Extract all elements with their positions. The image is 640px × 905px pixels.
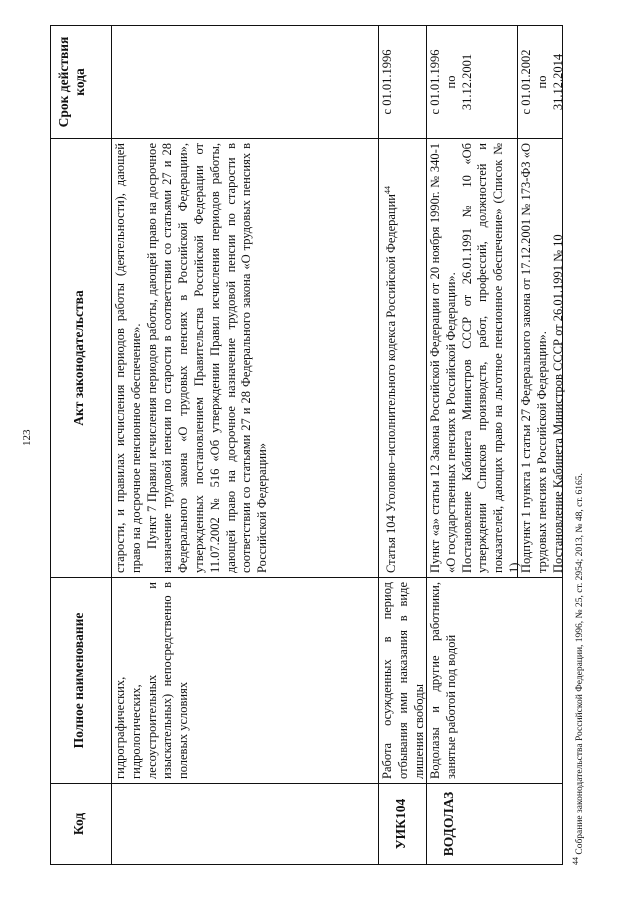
header-code: Код [71, 812, 86, 836]
cell-name-continued: гидрографических, гидрологических, лесоустроительных и изыскательных) непосредственно в полевых условиях [113, 582, 191, 779]
rotated-table-sheet [50, 25, 590, 865]
cell-code-vodolaz: ВОДОЛАЗ [441, 791, 456, 857]
footnote-text: Собрание законодательства Российской Федерации, 1996, № 25, ст. 2954; 2013, № 48, ст. 6165. [575, 473, 586, 855]
cell-name-uik104: Работа осужденных в период отбывания ими наказания в виде лишения свободы [380, 582, 426, 779]
cell-term-vodolaz-2: с 01.01.2002 по 31.12.2014 [519, 49, 565, 115]
header-act: Акт законодательства [71, 290, 86, 426]
cell-term-vodolaz-1: с 01.01.1996 по 31.12.2001 [428, 49, 474, 115]
legislation-table [50, 25, 563, 865]
cell-term-uik104: с 01.01.1996 [380, 49, 394, 115]
footnote [570, 25, 586, 865]
cell-act-vodolaz-2: Подпункт 1 пункта 1 статьи 27 Федерального закона от 17.12.2001 № 173-ФЗ «О трудовых пенсиях в Российской Федерации». Постановление Кабинета Министров СССР от 26.01.1991 № 10 [519, 143, 565, 573]
page-number: 123 [21, 429, 33, 446]
header-term: Срок действия кода [56, 36, 87, 128]
header-full-name: Полное наименование [71, 612, 86, 749]
cell-code-uik104: УИК104 [393, 798, 408, 850]
footnote-reference: 44 [383, 186, 392, 194]
cell-act-vodolaz-1: Пункт «а» статьи 12 Закона Российской Федерации от 20 ноября 1990г. № 340-1 «О государственных пенсиях в Российской Федерации». Постановление Кабинета Министров СССР от 26.01.1991 № 10 «Об утверждении Списков производств, работ, профессий, должностей и показателей, дающих право на льготное пенсионное обеспечение» (Список № 1) [428, 143, 521, 573]
cell-act-continued: старости, и правилах исчисления периодов работы (деятельности), дающей право на досрочное пенсионное обеспечение». Пункт 7 Правил исчисления периодов работы, дающей право на досрочное назначение трудовой пенсии по старости в соответствии со статьями 27 и 28 Федерального закона «О трудовых пенсиях в Российской Федерации», утвержденных постановлением Правительства Российской Федерации от 11.07.2002 № 516 «Об утверждении Правил исчисления периодов работы, дающей право на досрочное назначение трудовой пенсии по старости в соответствии со статьями 27 и 28 Федерального закона «О трудовых пенсиях в Российской Федерации» [113, 143, 270, 573]
footnote-mark: 44 [571, 857, 580, 865]
cell-act-uik104: Статья 104 Уголовно–исполнительного кодекса Российской Федерации$^{44}$ [383, 186, 399, 573]
cell-name-vodolaz: Водолазы и другие работники, занятые работой под водой [428, 582, 458, 779]
